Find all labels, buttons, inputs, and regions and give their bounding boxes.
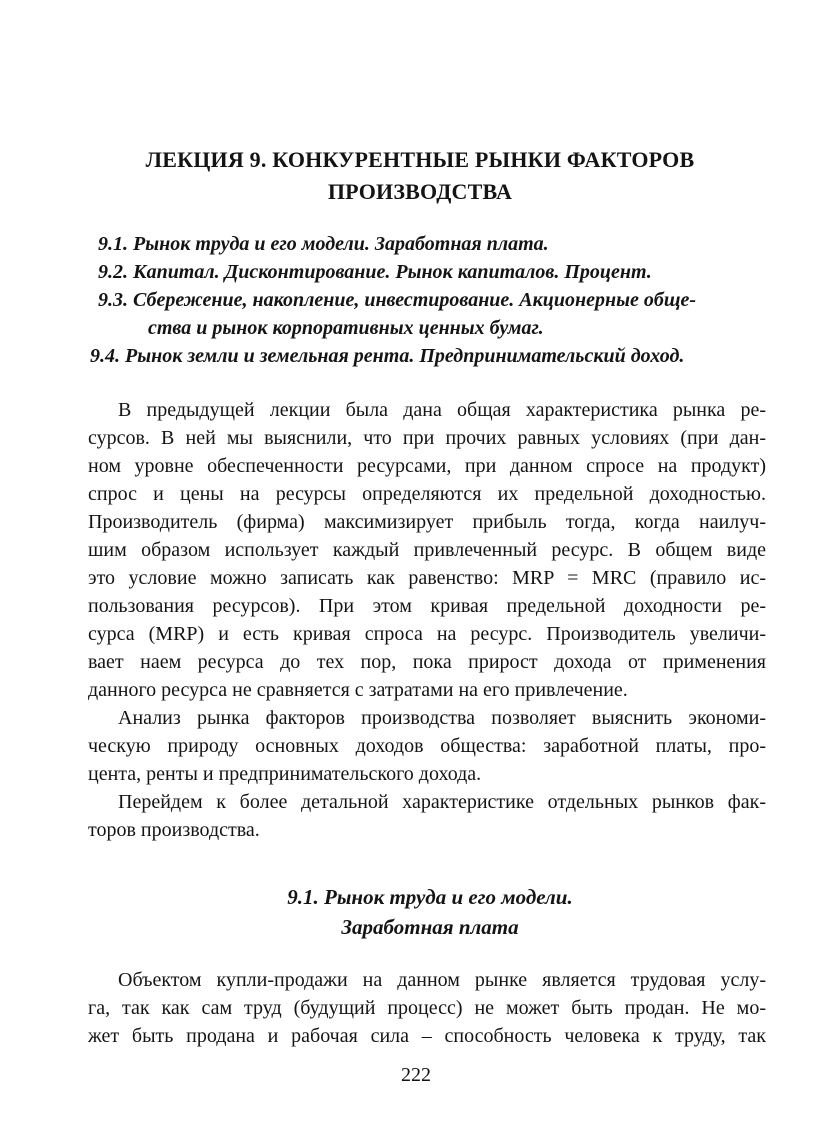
body-line: пользования ресурсов). При этом кривая предельной доходности ре- bbox=[88, 595, 766, 617]
body-line: Производитель (фирма) максимизирует прибыль тогда, когда наилуч- bbox=[88, 511, 766, 533]
body-line: это условие можно записать как равенство: MRP = MRC (правило ис- bbox=[88, 567, 766, 589]
body-line: В предыдущей лекции была дана общая характеристика рынка ре- bbox=[118, 399, 766, 421]
lecture-title-line-2: ПРОИЗВОДСТВА bbox=[327, 179, 513, 204]
toc-item-9-1: 9.1. Рынок труда и его модели. Заработная плата. bbox=[98, 233, 549, 255]
toc-item-9-4: 9.4. Рынок земли и земельная рента. Предпринимательский доход. bbox=[90, 345, 685, 367]
toc-item-9-3: 9.3. Сбережение, накопление, инвестирование. Акционерные обще- bbox=[98, 289, 697, 311]
section-body-line: жет быть продана и рабочая сила – способность человека к труду, так bbox=[88, 1025, 766, 1047]
section-heading-line-1: 9.1. Рынок труда и его модели. bbox=[287, 885, 573, 909]
body-line: спрос и цены на ресурсы определяются их предельной доходностью. bbox=[88, 483, 766, 505]
body-line: ческую природу основных доходов общества: заработной платы, про- bbox=[88, 735, 766, 757]
body-line: цента, ренты и предпринимательского дохода. bbox=[88, 763, 482, 785]
body-line: данного ресурса не сравняется с затратами на его привлечение. bbox=[88, 679, 628, 701]
body-line: Перейдем к более детальной характеристике отдельных рынков фак- bbox=[118, 791, 766, 813]
body-line: сурса (MRP) и есть кривая спроса на ресурс. Производитель увеличи- bbox=[88, 623, 766, 645]
body-line: Анализ рынка факторов производства позволяет выяснить экономи- bbox=[118, 707, 766, 729]
section-body-line: Объектом купли-продажи на данном рынке является трудовая услу- bbox=[118, 969, 766, 991]
toc-item-9-2: 9.2. Капитал. Дисконтирование. Рынок капиталов. Процент. bbox=[98, 261, 652, 283]
page-number: 222 bbox=[401, 1064, 431, 1086]
section-body-line: га, так как сам труд (будущий процесс) не может быть продан. Не мо- bbox=[88, 997, 766, 1019]
body-line: ном уровне обеспеченности ресурсами, при данном спросе на продукт) bbox=[88, 455, 766, 477]
body-line: сурсов. В ней мы выяснили, что при прочих равных условиях (при дан- bbox=[88, 427, 766, 449]
body-line: торов производства. bbox=[88, 819, 260, 841]
lecture-title-line-1: ЛЕКЦИЯ 9. КОНКУРЕНТНЫЕ РЫНКИ ФАКТОРОВ bbox=[145, 147, 695, 172]
body-line: вает наем ресурса до тех пор, пока прирост дохода от применения bbox=[88, 651, 766, 673]
section-heading-line-2: Заработная плата bbox=[341, 915, 519, 939]
toc-item-9-3-continued: ства и рынок корпоративных ценных бумаг. bbox=[148, 317, 544, 339]
body-line: шим образом использует каждый привлеченный ресурс. В общем виде bbox=[88, 539, 766, 561]
